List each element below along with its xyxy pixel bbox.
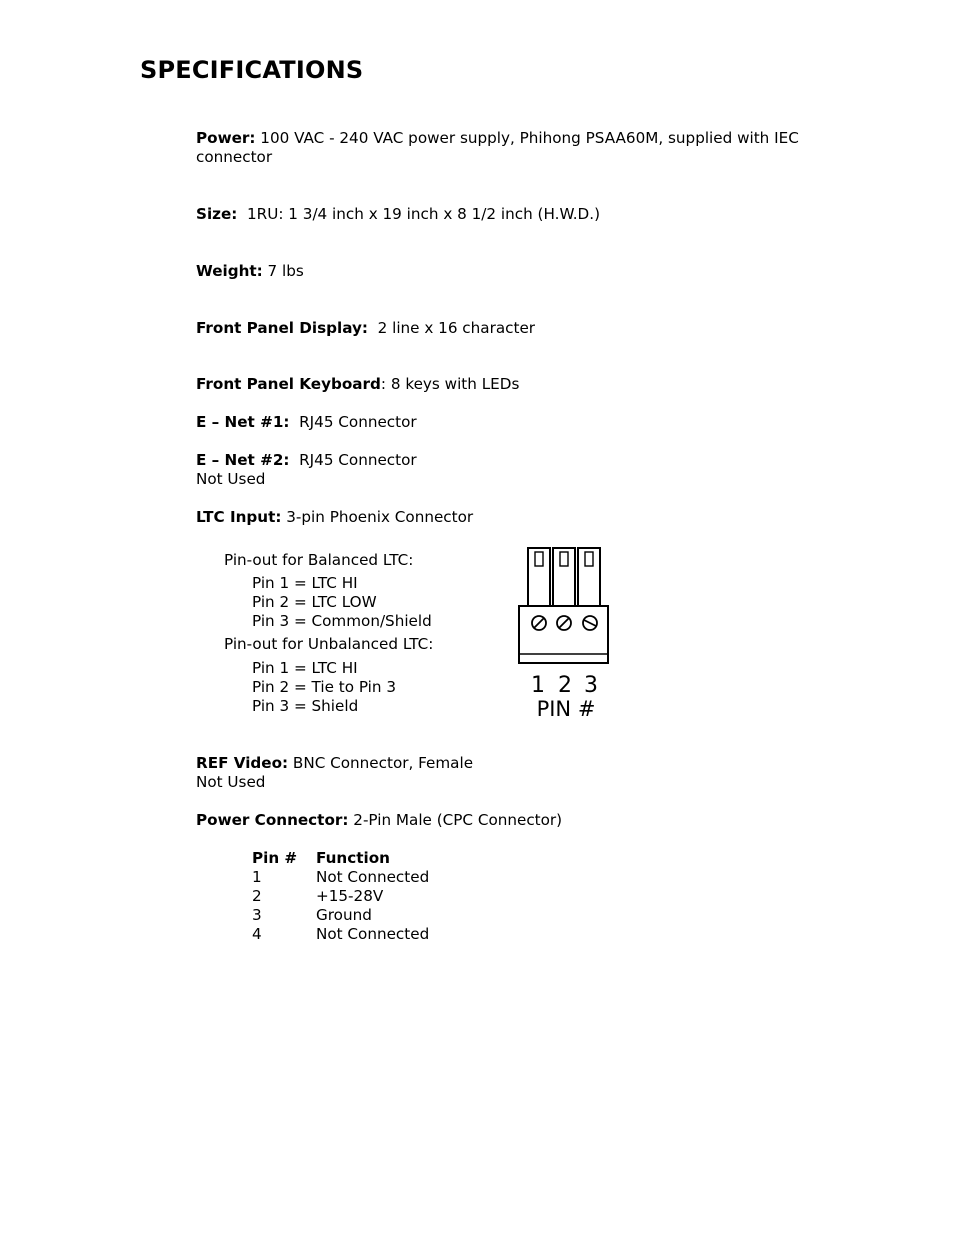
- spec-front-keyboard: [196, 375, 519, 394]
- spec-front-display-label: Front Panel Display:: [196, 319, 368, 337]
- balanced-pin-3: Pin 3 = Common/Shield: [252, 612, 432, 630]
- spec-front-keyboard-value: : 8 keys with LEDs: [380, 375, 520, 393]
- table-row: [252, 925, 429, 944]
- table-cell: 1: [252, 868, 262, 886]
- spec-enet2-label: E – Net #2:: [196, 451, 290, 469]
- table-row: [252, 906, 429, 925]
- connector-pin-tabs: [528, 548, 600, 608]
- spec-enet2: [196, 451, 417, 470]
- power-pin-table: [252, 849, 429, 944]
- pin-number-1: 1: [531, 673, 545, 698]
- spec-enet1-value: RJ45 Connector: [289, 413, 417, 431]
- pin-label: PIN #: [536, 697, 596, 721]
- phoenix-connector-diagram: [510, 540, 620, 725]
- spec-ref-video: [196, 754, 473, 773]
- table-header: Pin #: [252, 849, 298, 867]
- table-cell: 3: [252, 906, 262, 924]
- table-cell: 4: [252, 925, 262, 943]
- unbalanced-pin-2: Pin 2 = Tie to Pin 3: [252, 678, 396, 696]
- table-header-row: [252, 849, 429, 868]
- table-cell: Ground: [316, 906, 372, 924]
- table-cell: Not Connected: [316, 925, 430, 943]
- table-cell: Not Connected: [316, 868, 430, 886]
- spec-ref-video-label: REF Video:: [196, 754, 289, 772]
- spec-size-value: 1RU: 1 3/4 inch x 19 inch x 8 1/2 inch (H.W.D.): [237, 205, 600, 223]
- spec-power: [196, 129, 816, 167]
- spec-ref-video-value: BNC Connector, Female: [288, 754, 474, 772]
- unbalanced-pin-3: Pin 3 = Shield: [252, 697, 359, 715]
- spec-ltc-label: LTC Input:: [196, 508, 282, 526]
- table-cell: 2: [252, 887, 262, 905]
- unbalanced-pin-1: Pin 1 = LTC HI: [252, 659, 358, 677]
- spec-enet2-value: RJ45 Connector: [289, 451, 417, 469]
- spec-enet2-note: Not Used: [196, 470, 266, 488]
- spec-weight: [196, 262, 304, 281]
- spec-power-label: Power:: [196, 129, 256, 147]
- spec-front-keyboard-label: Front Panel Keyboard: [196, 375, 381, 393]
- spec-front-display-value: 2 line x 16 character: [367, 319, 536, 337]
- table-row: [252, 887, 429, 906]
- balanced-heading: Pin-out for Balanced LTC:: [224, 551, 414, 569]
- spec-power-connector: [196, 811, 562, 830]
- pin-number-3: 3: [584, 673, 598, 698]
- balanced-pin-2: Pin 2 = LTC LOW: [252, 593, 377, 611]
- table-header: Function: [316, 849, 390, 867]
- table-cell: +15-28V: [316, 887, 384, 905]
- spec-weight-label: Weight:: [196, 262, 263, 280]
- connector-screws: [532, 616, 597, 630]
- table-row: [252, 868, 429, 887]
- spec-ref-video-note: Not Used: [196, 773, 266, 791]
- spec-ltc: [196, 508, 473, 527]
- spec-size: [196, 205, 600, 224]
- spec-enet1: [196, 413, 417, 432]
- spec-enet1-label: E – Net #1:: [196, 413, 290, 431]
- page-title: SPECIFICATIONS: [140, 56, 364, 84]
- spec-power-connector-value: 2-Pin Male (CPC Connector): [348, 811, 563, 829]
- spec-front-display: [196, 319, 535, 338]
- spec-ltc-value: 3-pin Phoenix Connector: [281, 508, 474, 526]
- spec-weight-value: 7 lbs: [262, 262, 304, 280]
- spec-power-value: 100 VAC - 240 VAC power supply, Phihong PSAA60M, supplied with IEC connector: [196, 129, 799, 166]
- spec-size-label: Size:: [196, 205, 238, 223]
- unbalanced-heading: Pin-out for Unbalanced LTC:: [224, 635, 434, 653]
- balanced-pin-1: Pin 1 = LTC HI: [252, 574, 358, 592]
- spec-power-connector-label: Power Connector:: [196, 811, 349, 829]
- pin-number-2: 2: [558, 673, 572, 698]
